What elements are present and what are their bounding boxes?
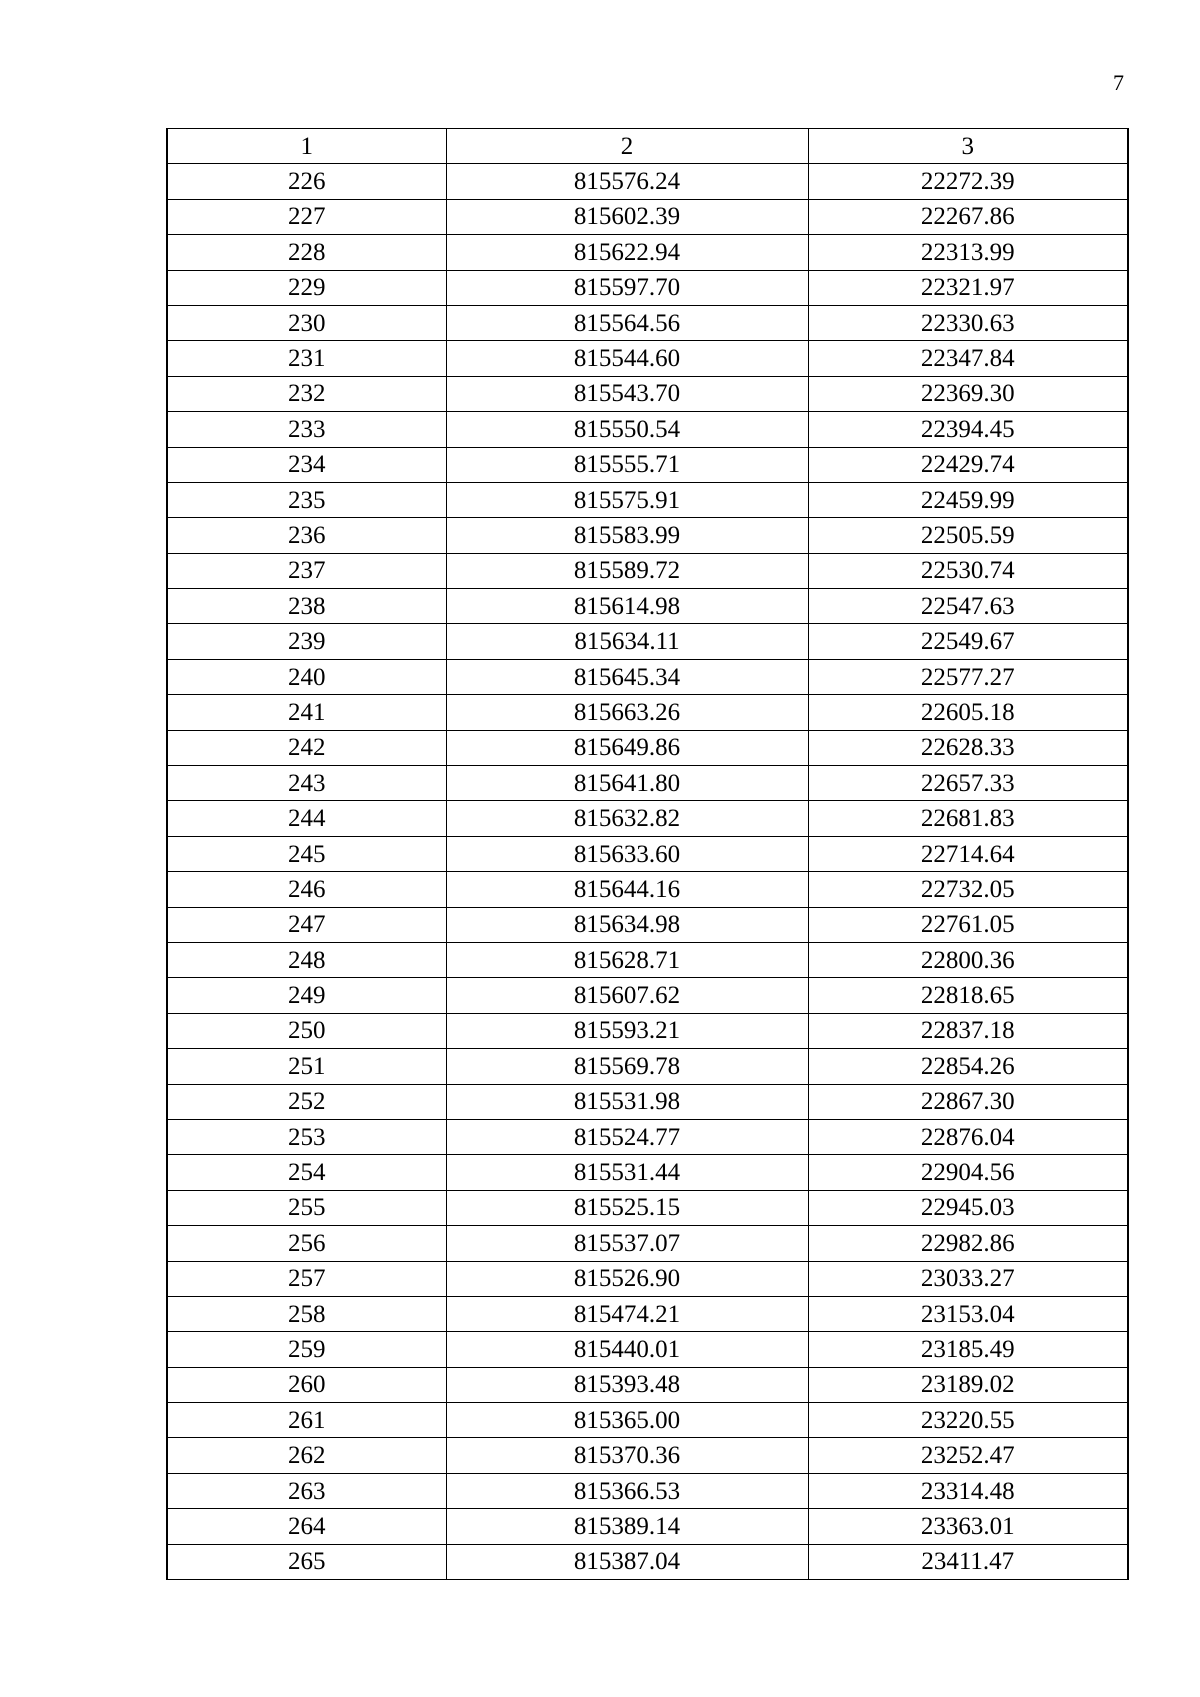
table-row [167,199,1128,234]
x-coordinate-cell: 815614.98 [446,589,808,624]
table-row [167,695,1128,730]
point-number-cell: 261 [167,1403,446,1438]
point-number-cell: 246 [167,872,446,907]
point-number-cell: 252 [167,1084,446,1119]
table-row [167,589,1128,624]
point-number-cell: 250 [167,1013,446,1048]
point-number-cell: 240 [167,659,446,694]
point-number-cell: 237 [167,553,446,588]
table-row [167,447,1128,482]
x-coordinate-cell: 815524.77 [446,1119,808,1154]
table-row [167,1296,1128,1331]
y-coordinate-cell: 22549.67 [808,624,1128,659]
point-number-cell: 264 [167,1509,446,1544]
x-coordinate-cell: 815389.14 [446,1509,808,1544]
x-coordinate-cell: 815593.21 [446,1013,808,1048]
table-row [167,1261,1128,1296]
table-row [167,305,1128,340]
column-header: 2 [446,129,808,164]
point-number-cell: 262 [167,1438,446,1473]
point-number-cell: 231 [167,341,446,376]
y-coordinate-cell: 22547.63 [808,589,1128,624]
point-number-cell: 251 [167,1049,446,1084]
table-row [167,942,1128,977]
y-coordinate-cell: 22867.30 [808,1084,1128,1119]
table-body [167,164,1128,1580]
y-coordinate-cell: 22505.59 [808,518,1128,553]
column-header: 1 [167,129,446,164]
y-coordinate-cell: 23189.02 [808,1367,1128,1402]
point-number-cell: 234 [167,447,446,482]
y-coordinate-cell: 22330.63 [808,305,1128,340]
table-row [167,978,1128,1013]
y-coordinate-cell: 23153.04 [808,1296,1128,1331]
x-coordinate-cell: 815633.60 [446,836,808,871]
y-coordinate-cell: 22394.45 [808,412,1128,447]
table-header-row [167,129,1128,164]
table-row [167,1403,1128,1438]
y-coordinate-cell: 22313.99 [808,235,1128,270]
x-coordinate-cell: 815628.71 [446,942,808,977]
x-coordinate-cell: 815632.82 [446,801,808,836]
coordinates-table [166,128,1129,1580]
table-row [167,1509,1128,1544]
x-coordinate-cell: 815634.98 [446,907,808,942]
table-row [167,659,1128,694]
point-number-cell: 259 [167,1332,446,1367]
table-row [167,1155,1128,1190]
table-row [167,1049,1128,1084]
x-coordinate-cell: 815564.56 [446,305,808,340]
x-coordinate-cell: 815597.70 [446,270,808,305]
x-coordinate-cell: 815641.80 [446,766,808,801]
y-coordinate-cell: 22628.33 [808,730,1128,765]
y-coordinate-cell: 22818.65 [808,978,1128,1013]
table-row [167,836,1128,871]
table-row [167,376,1128,411]
x-coordinate-cell: 815544.60 [446,341,808,376]
point-number-cell: 239 [167,624,446,659]
x-coordinate-cell: 815644.16 [446,872,808,907]
y-coordinate-cell: 22714.64 [808,836,1128,871]
y-coordinate-cell: 23185.49 [808,1332,1128,1367]
y-coordinate-cell: 22605.18 [808,695,1128,730]
table-row [167,235,1128,270]
x-coordinate-cell: 815602.39 [446,199,808,234]
table-row [167,1119,1128,1154]
x-coordinate-cell: 815387.04 [446,1544,808,1579]
y-coordinate-cell: 22321.97 [808,270,1128,305]
point-number-cell: 263 [167,1473,446,1508]
y-coordinate-cell: 22577.27 [808,659,1128,694]
y-coordinate-cell: 22681.83 [808,801,1128,836]
table-row [167,1367,1128,1402]
x-coordinate-cell: 815634.11 [446,624,808,659]
x-coordinate-cell: 815645.34 [446,659,808,694]
y-coordinate-cell: 22854.26 [808,1049,1128,1084]
y-coordinate-cell: 22732.05 [808,872,1128,907]
table-row [167,872,1128,907]
x-coordinate-cell: 815569.78 [446,1049,808,1084]
point-number-cell: 226 [167,164,446,199]
point-number-cell: 241 [167,695,446,730]
y-coordinate-cell: 22369.30 [808,376,1128,411]
x-coordinate-cell: 815366.53 [446,1473,808,1508]
x-coordinate-cell: 815525.15 [446,1190,808,1225]
x-coordinate-cell: 815622.94 [446,235,808,270]
table-row [167,766,1128,801]
table-row [167,624,1128,659]
point-number-cell: 230 [167,305,446,340]
point-number-cell: 265 [167,1544,446,1579]
y-coordinate-cell: 23363.01 [808,1509,1128,1544]
y-coordinate-cell: 23314.48 [808,1473,1128,1508]
point-number-cell: 255 [167,1190,446,1225]
table-row [167,1332,1128,1367]
table-row [167,730,1128,765]
column-header: 3 [808,129,1128,164]
point-number-cell: 236 [167,518,446,553]
x-coordinate-cell: 815550.54 [446,412,808,447]
point-number-cell: 245 [167,836,446,871]
x-coordinate-cell: 815537.07 [446,1226,808,1261]
x-coordinate-cell: 815393.48 [446,1367,808,1402]
table-row [167,164,1128,199]
y-coordinate-cell: 22904.56 [808,1155,1128,1190]
x-coordinate-cell: 815531.98 [446,1084,808,1119]
y-coordinate-cell: 22982.86 [808,1226,1128,1261]
point-number-cell: 244 [167,801,446,836]
y-coordinate-cell: 22459.99 [808,482,1128,517]
y-coordinate-cell: 22272.39 [808,164,1128,199]
y-coordinate-cell: 22530.74 [808,553,1128,588]
point-number-cell: 256 [167,1226,446,1261]
point-number-cell: 243 [167,766,446,801]
y-coordinate-cell: 22876.04 [808,1119,1128,1154]
table-row [167,1544,1128,1579]
point-number-cell: 257 [167,1261,446,1296]
x-coordinate-cell: 815583.99 [446,518,808,553]
table-row [167,341,1128,376]
table-row [167,1084,1128,1119]
table-row [167,1226,1128,1261]
x-coordinate-cell: 815440.01 [446,1332,808,1367]
point-number-cell: 249 [167,978,446,1013]
y-coordinate-cell: 22837.18 [808,1013,1128,1048]
x-coordinate-cell: 815531.44 [446,1155,808,1190]
x-coordinate-cell: 815365.00 [446,1403,808,1438]
table-row [167,801,1128,836]
point-number-cell: 254 [167,1155,446,1190]
point-number-cell: 235 [167,482,446,517]
y-coordinate-cell: 22347.84 [808,341,1128,376]
y-coordinate-cell: 22267.86 [808,199,1128,234]
x-coordinate-cell: 815663.26 [446,695,808,730]
y-coordinate-cell: 23411.47 [808,1544,1128,1579]
y-coordinate-cell: 22761.05 [808,907,1128,942]
table-row [167,1190,1128,1225]
point-number-cell: 229 [167,270,446,305]
x-coordinate-cell: 815555.71 [446,447,808,482]
table-row [167,518,1128,553]
x-coordinate-cell: 815543.70 [446,376,808,411]
page-number: 7 [1113,70,1124,95]
point-number-cell: 253 [167,1119,446,1154]
table-row [167,1013,1128,1048]
y-coordinate-cell: 22945.03 [808,1190,1128,1225]
table-row [167,553,1128,588]
x-coordinate-cell: 815474.21 [446,1296,808,1331]
table-row [167,482,1128,517]
x-coordinate-cell: 815607.62 [446,978,808,1013]
x-coordinate-cell: 815575.91 [446,482,808,517]
point-number-cell: 242 [167,730,446,765]
point-number-cell: 233 [167,412,446,447]
y-coordinate-cell: 23252.47 [808,1438,1128,1473]
x-coordinate-cell: 815370.36 [446,1438,808,1473]
point-number-cell: 238 [167,589,446,624]
table-row [167,1473,1128,1508]
point-number-cell: 258 [167,1296,446,1331]
x-coordinate-cell: 815589.72 [446,553,808,588]
table-row [167,1438,1128,1473]
point-number-cell: 248 [167,942,446,977]
table-row [167,412,1128,447]
table-row [167,907,1128,942]
y-coordinate-cell: 23220.55 [808,1403,1128,1438]
point-number-cell: 227 [167,199,446,234]
table-row [167,270,1128,305]
point-number-cell: 260 [167,1367,446,1402]
point-number-cell: 228 [167,235,446,270]
point-number-cell: 232 [167,376,446,411]
y-coordinate-cell: 22800.36 [808,942,1128,977]
x-coordinate-cell: 815649.86 [446,730,808,765]
point-number-cell: 247 [167,907,446,942]
y-coordinate-cell: 22657.33 [808,766,1128,801]
y-coordinate-cell: 23033.27 [808,1261,1128,1296]
x-coordinate-cell: 815576.24 [446,164,808,199]
x-coordinate-cell: 815526.90 [446,1261,808,1296]
y-coordinate-cell: 22429.74 [808,447,1128,482]
